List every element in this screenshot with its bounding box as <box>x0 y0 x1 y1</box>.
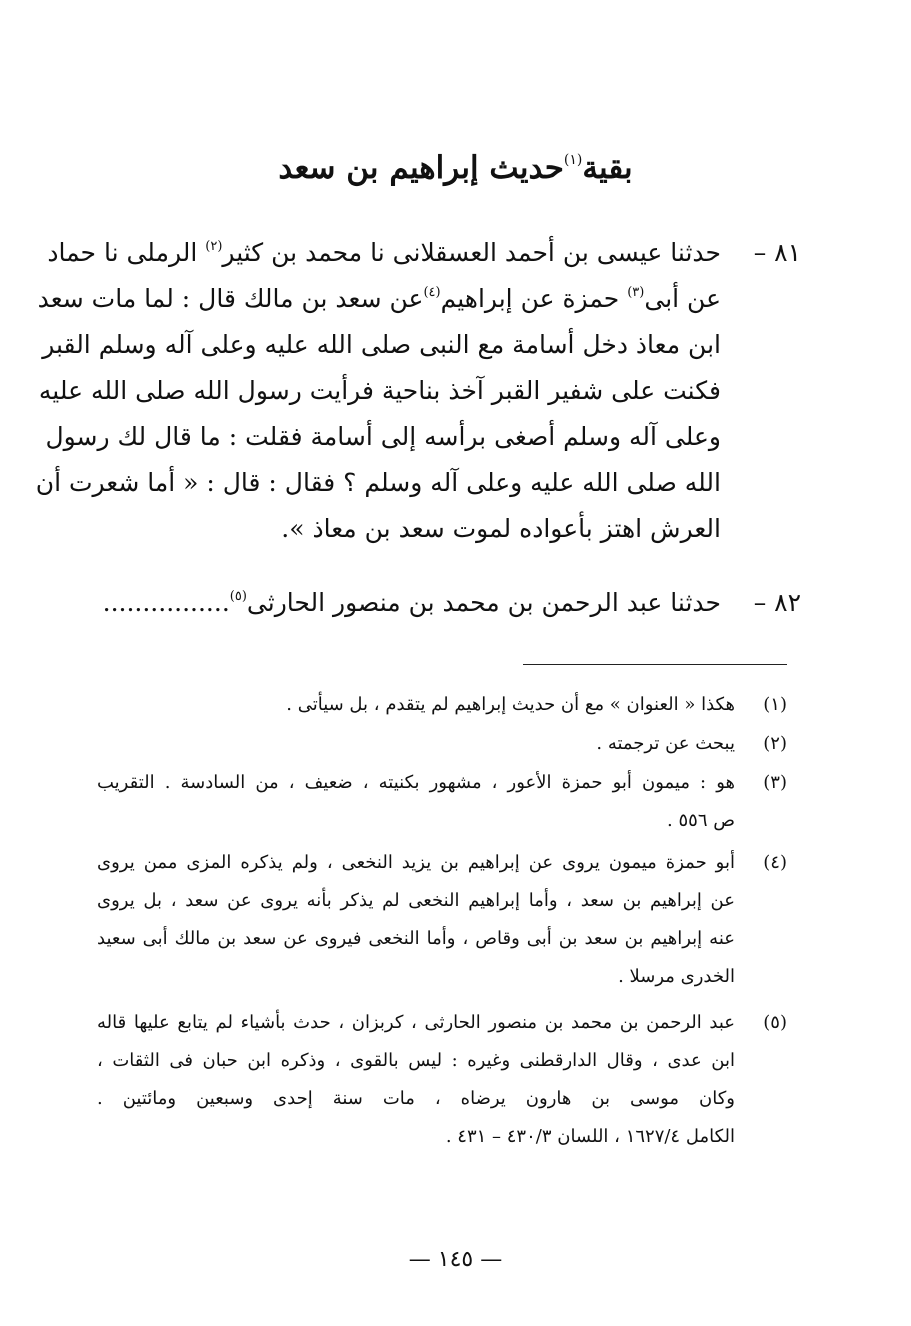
hadith-81 <box>35 230 801 552</box>
hadith-text-segment: حدثنا عبد الرحمن بن محمد بن منصور الحارثى <box>246 588 721 617</box>
footnote-ref: (٤) <box>423 285 441 300</box>
footnote-3 <box>97 764 787 840</box>
hadith-number: ٨١ – <box>753 238 801 267</box>
footnote-line: أبو حمزة ميمون يروى عن إبراهيم بن يزيد النخعى ، ولم يذكره المزى ممن يروى <box>97 852 735 873</box>
footnote-text <box>97 725 735 763</box>
heading-prefix: بقية <box>582 150 633 186</box>
footnote-line: الخدرى مرسلا . <box>618 966 735 987</box>
footnote-text <box>97 844 735 996</box>
hadith-text-segment: حمزة عن إبراهيم <box>440 284 628 313</box>
footnote-number: (٤) <box>763 852 787 873</box>
footnote-number: (٥) <box>763 1012 787 1033</box>
hadith-text-segment: عن سعد بن مالك قال : لما مات سعد <box>37 284 424 313</box>
hadith-text-segment: الرملى نا حماد <box>47 238 206 267</box>
footnote-line: وكان موسى بن هارون يرضاه ، مات سنة إحدى وسبعين ومائتين . <box>97 1088 735 1109</box>
heading-title: حديث إبراهيم بن سعد <box>278 150 564 186</box>
page-number: — ١٤٥ — <box>408 1247 503 1272</box>
footnote-4 <box>97 844 787 996</box>
hadith-text-segment: ابن معاذ دخل أسامة مع النبى صلى الله عليه وعلى آله وسلم القبر <box>42 330 721 359</box>
hadith-line <box>45 414 721 460</box>
footnote-line: عن إبراهيم بن سعد ، وأما إبراهيم النخعى لم يذكر بأنه يروى عن سعد ، بل يروى <box>97 890 735 911</box>
footnote-5 <box>97 1004 787 1156</box>
footnote-line: هو : ميمون أبو حمزة الأعور ، مشهور بكنيته ، ضعيف ، من السادسة . التقريب <box>97 772 735 793</box>
hadith-line <box>47 230 721 276</box>
footnote-text <box>97 1004 735 1156</box>
hadith-text <box>35 230 721 552</box>
footnote-number: (٣) <box>763 772 787 793</box>
heading-footnote-ref: (١) <box>563 152 583 168</box>
footnote-line: عبد الرحمن بن محمد بن منصور الحارثى ، كربزان ، حدث بأشياء لم يتابع عليها قاله <box>97 1012 735 1033</box>
footnote-separator <box>523 664 787 665</box>
footnote-text <box>97 764 735 840</box>
ellipsis-dots: ................ <box>102 588 230 617</box>
section-heading <box>0 138 911 190</box>
hadith-number: ٨٢ – <box>753 588 801 617</box>
footnote-ref: (٣) <box>627 285 645 300</box>
hadith-text-segment: حدثنا عيسى بن أحمد العسقلانى نا محمد بن كثير <box>222 238 721 267</box>
footnote-ref: (٢) <box>205 239 223 254</box>
hadith-line <box>35 460 721 506</box>
footnote-line: الكامل ١٦٢٧/٤ ، اللسان ٤٣٠/٣ – ٤٣١ . <box>445 1126 735 1147</box>
footnote-line: عنه إبراهيم بن سعد بن أبى وقاص ، وأما النخعى فيروى عن سعد بن مالك أبى سعيد <box>97 928 735 949</box>
hadith-line <box>37 276 721 322</box>
footnote-line: ابن عدى ، وقال الدارقطنى وغيره : ليس بالقوى ، وذكره ابن حبان فى الثقات ، <box>97 1050 735 1071</box>
hadith-line <box>102 580 721 626</box>
footnote-1 <box>97 686 787 724</box>
hadith-text-segment: العرش اهتز بأعواده لموت سعد بن معاذ ». <box>281 514 721 543</box>
footnote-line: ص ٥٥٦ . <box>667 810 735 831</box>
hadith-text-segment: عن أبى <box>644 284 721 313</box>
footnote-2 <box>97 725 787 763</box>
hadith-text-segment: الله صلى الله عليه وعلى آله وسلم ؟ فقال : قال : « أما شعرت أن <box>35 468 721 497</box>
hadith-82 <box>102 580 801 626</box>
footnote-number: (١) <box>763 694 787 715</box>
hadith-text <box>102 580 721 626</box>
hadith-text-segment: وعلى آله وسلم أصغى برأسه إلى أسامة فقلت : ما قال لك رسول <box>45 422 721 451</box>
footnote-line: يبحث عن ترجمته . <box>596 733 735 754</box>
footnote-text <box>97 686 735 724</box>
footnote-line: هكذا « العنوان » مع أن حديث إبراهيم لم يتقدم ، بل سيأتى . <box>286 694 735 715</box>
hadith-line <box>38 368 721 414</box>
hadith-line <box>42 322 721 368</box>
footnote-number: (٢) <box>763 733 787 754</box>
footnote-ref: (٥) <box>229 589 247 604</box>
hadith-text-segment: فكنت على شفير القبر آخذ بناحية فرأيت رسول الله صلى الله عليه <box>38 376 721 405</box>
hadith-line <box>119 506 721 552</box>
